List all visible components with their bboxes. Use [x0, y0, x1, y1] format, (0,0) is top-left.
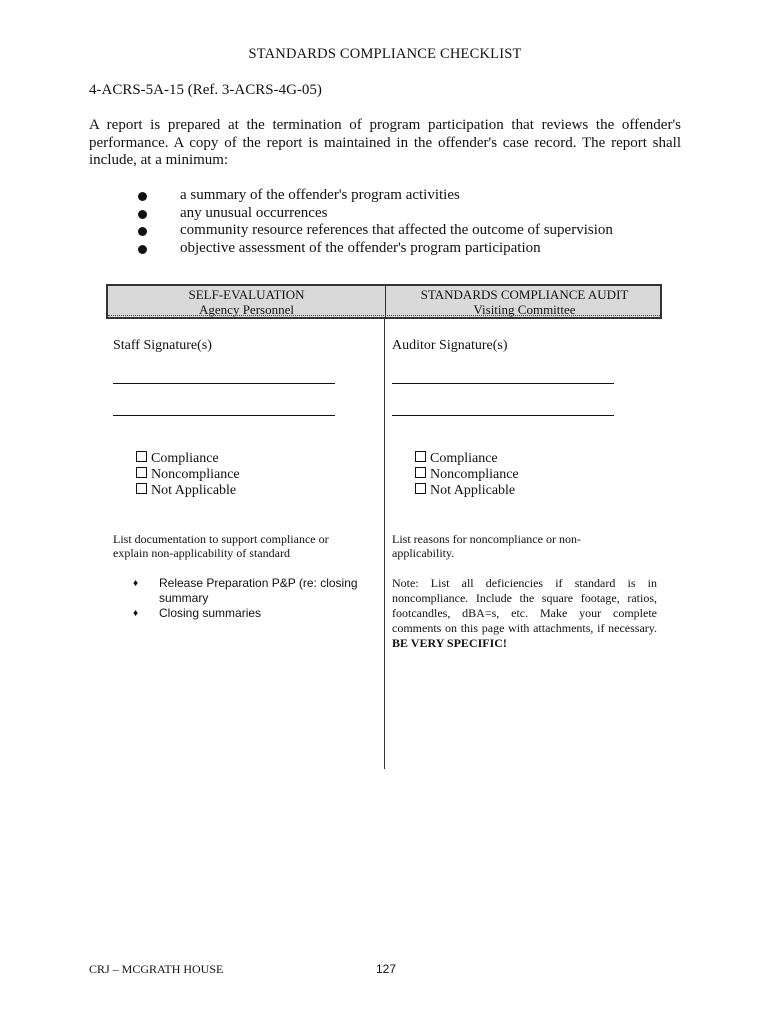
- bullet-icon: [138, 245, 147, 254]
- bullet-icon: [138, 192, 147, 201]
- checkbox-icon[interactable]: [136, 483, 147, 494]
- note-text: Note: List all deficiencies if standard is in noncompliance. Include the square footage, ratios, footcandles, dBA=s, etc. Make your complete comments on this page with attachments, if necessary.: [392, 576, 657, 635]
- header-divider: [385, 286, 386, 317]
- staff-signature-label: Staff Signature(s): [113, 338, 212, 353]
- self-evaluation-header: [108, 287, 385, 317]
- documentation-instructions: List documentation to support compliance or explain non-applicability of standard: [113, 532, 329, 560]
- checkbox-icon[interactable]: [415, 483, 426, 494]
- documentation-list: [133, 576, 379, 621]
- list-item: [132, 187, 613, 205]
- list-item-text: a summary of the offender's program activities: [180, 187, 460, 203]
- audit-header: [387, 287, 662, 317]
- compliance-option[interactable]: [136, 451, 240, 467]
- diamond-bullet-icon: ♦: [133, 608, 139, 619]
- checkbox-icon[interactable]: [415, 451, 426, 462]
- bullet-icon: [138, 227, 147, 236]
- footer-facility: CRJ – MCGRATH HOUSE: [89, 962, 224, 976]
- list-item-text: Release Preparation P&P (re: closing summary: [159, 576, 358, 605]
- staff-signature-line-1[interactable]: [113, 383, 335, 384]
- column-divider: [384, 319, 385, 769]
- standard-description: A report is prepared at the termination of program participation that reviews the offender's performance. A copy of the report is maintained in the offender's case record. The report shall include, at a minimum:: [89, 117, 681, 168]
- audit-title: STANDARDS COMPLIANCE AUDIT: [420, 287, 629, 302]
- list-item: [132, 222, 613, 240]
- page-title: STANDARDS COMPLIANCE CHECKLIST: [248, 46, 522, 62]
- standard-reference: 4-ACRS-5A-15 (Ref. 3-ACRS-4G-05): [89, 82, 322, 98]
- self-evaluation-subtitle: Agency Personnel: [199, 302, 294, 317]
- list-item-text: any unusual occurrences: [180, 204, 328, 221]
- note-emphasis: BE VERY SPECIFIC!: [392, 636, 507, 650]
- checkbox-icon[interactable]: [415, 467, 426, 478]
- list-item-text: Closing summaries: [159, 606, 262, 620]
- staff-signature-line-2[interactable]: [113, 415, 335, 416]
- option-label: Compliance: [430, 451, 498, 466]
- noncompliance-option[interactable]: [136, 467, 240, 483]
- list-item: [133, 606, 379, 621]
- not-applicable-option[interactable]: [136, 483, 240, 499]
- list-item: [132, 240, 613, 258]
- option-label: Not Applicable: [430, 483, 516, 498]
- auditor-note: [392, 576, 657, 651]
- checkbox-icon[interactable]: [136, 451, 147, 462]
- self-evaluation-options: [136, 451, 240, 499]
- auditor-signature-line-1[interactable]: [392, 383, 614, 384]
- evaluation-header: [106, 284, 662, 319]
- list-item-text: community resource references that affected the outcome of supervision: [180, 222, 613, 238]
- requirements-list: [132, 187, 613, 257]
- list-item: [132, 205, 613, 223]
- audit-options: [415, 451, 519, 499]
- bullet-icon: [138, 210, 147, 219]
- auditor-signature-label: Auditor Signature(s): [392, 338, 508, 353]
- compliance-option[interactable]: [415, 451, 519, 467]
- noncompliance-instructions: List reasons for noncompliance or non-applicability.: [392, 532, 581, 560]
- audit-subtitle: Visiting Committee: [473, 302, 576, 317]
- list-item: [133, 576, 379, 606]
- not-applicable-option[interactable]: [415, 483, 519, 499]
- diamond-bullet-icon: ♦: [133, 578, 139, 589]
- checkbox-icon[interactable]: [136, 467, 147, 478]
- option-label: Not Applicable: [151, 483, 237, 498]
- self-evaluation-title: SELF-EVALUATION: [188, 287, 305, 302]
- auditor-signature-line-2[interactable]: [392, 415, 614, 416]
- list-item-text: objective assessment of the offender's program participation: [180, 239, 541, 256]
- noncompliance-option[interactable]: [415, 467, 519, 483]
- page-number: 127: [376, 962, 397, 976]
- option-label: Noncompliance: [430, 467, 519, 482]
- option-label: Noncompliance: [151, 467, 240, 482]
- option-label: Compliance: [151, 451, 219, 466]
